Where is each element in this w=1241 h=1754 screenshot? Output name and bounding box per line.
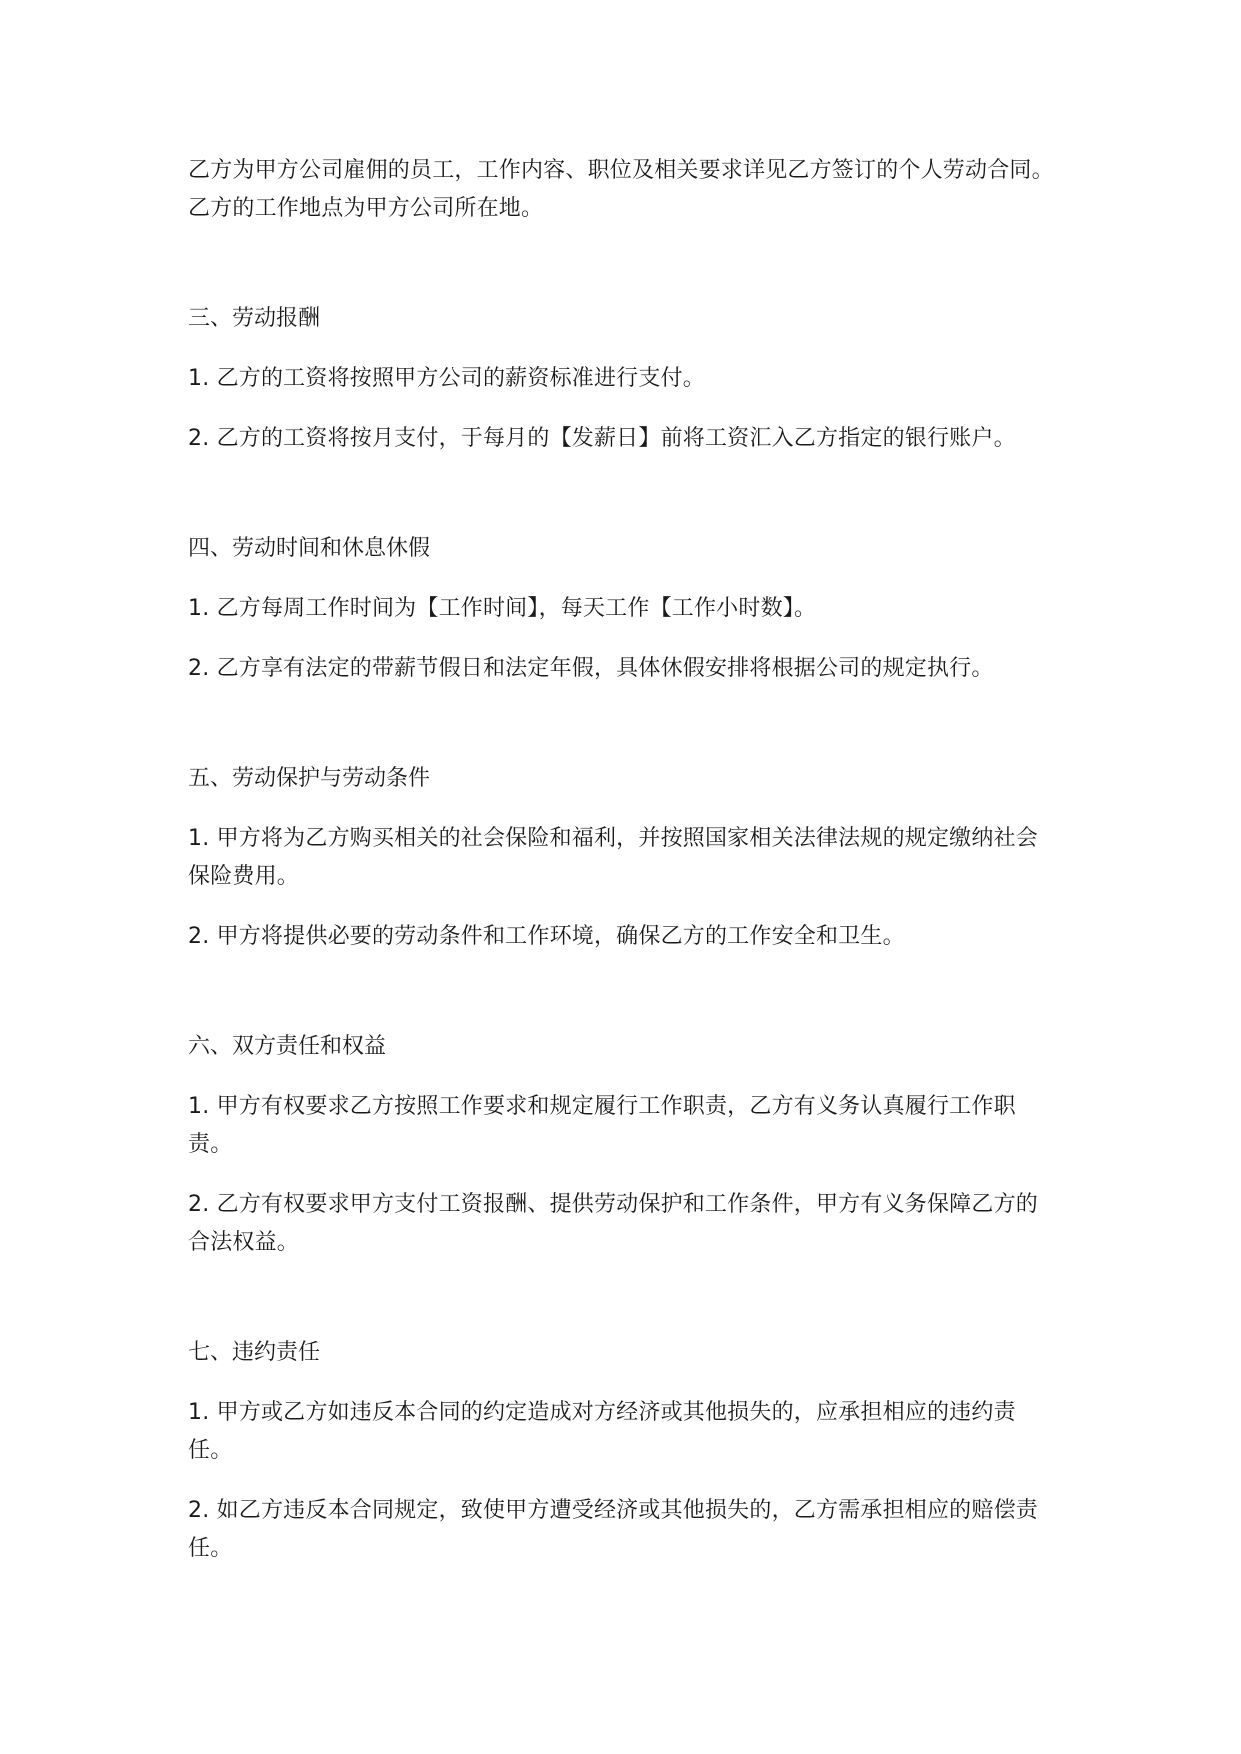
section-heading: 三、劳动报酬 — [188, 306, 321, 331]
clause-paragraph: 2. 乙方的工资将按月支付，于每月的【发薪日】前将工资汇入乙方指定的银行账户。 — [188, 426, 1016, 451]
document-page — [188, 152, 1054, 1640]
clause-paragraph: 1. 乙方的工资将按照甲方公司的薪资标准进行支付。 — [188, 366, 705, 391]
section-labor-protection — [188, 760, 1054, 956]
clause-paragraph: 1. 甲方有权要求乙方按照工作要求和规定履行工作职责，乙方有义务认真履行工作职责。 — [188, 1094, 1016, 1157]
section-working-hours — [188, 530, 1054, 688]
section-breach-liability — [188, 1334, 1054, 1568]
clause-paragraph: 1. 甲方或乙方如违反本合同的约定造成对方经济或其他损失的，应承担相应的违约责任。 — [188, 1400, 1016, 1463]
clause-paragraph: 1. 乙方每周工作时间为【工作时间】，每天工作【工作小时数】。 — [188, 596, 817, 621]
section-heading: 七、违约责任 — [188, 1340, 321, 1365]
clause-paragraph: 2. 乙方有权要求甲方支付工资报酬、提供劳动保护和工作条件，甲方有义务保障乙方的合法权益。 — [188, 1192, 1038, 1255]
section-heading: 六、双方责任和权益 — [188, 1034, 387, 1059]
section-labor-remuneration — [188, 300, 1054, 458]
section-responsibilities-rights — [188, 1028, 1054, 1262]
section-heading: 五、劳动保护与劳动条件 — [188, 766, 431, 791]
clause-paragraph: 2. 如乙方违反本合同规定，致使甲方遭受经济或其他损失的，乙方需承担相应的赔偿责任。 — [188, 1498, 1038, 1561]
section-heading: 四、劳动时间和休息休假 — [188, 536, 431, 561]
clause-paragraph: 2. 乙方享有法定的带薪节假日和法定年假，具体休假安排将根据公司的规定执行。 — [188, 656, 994, 681]
clause-paragraph: 2. 甲方将提供必要的劳动条件和工作环境，确保乙方的工作安全和卫生。 — [188, 924, 905, 949]
intro-paragraph: 乙方为甲方公司雇佣的员工，工作内容、职位及相关要求详见乙方签订的个人劳动合同。乙方的工作地点为甲方公司所在地。 — [188, 158, 1054, 221]
clause-paragraph: 1. 甲方将为乙方购买相关的社会保险和福利，并按照国家相关法律法规的规定缴纳社会保险费用。 — [188, 826, 1038, 889]
